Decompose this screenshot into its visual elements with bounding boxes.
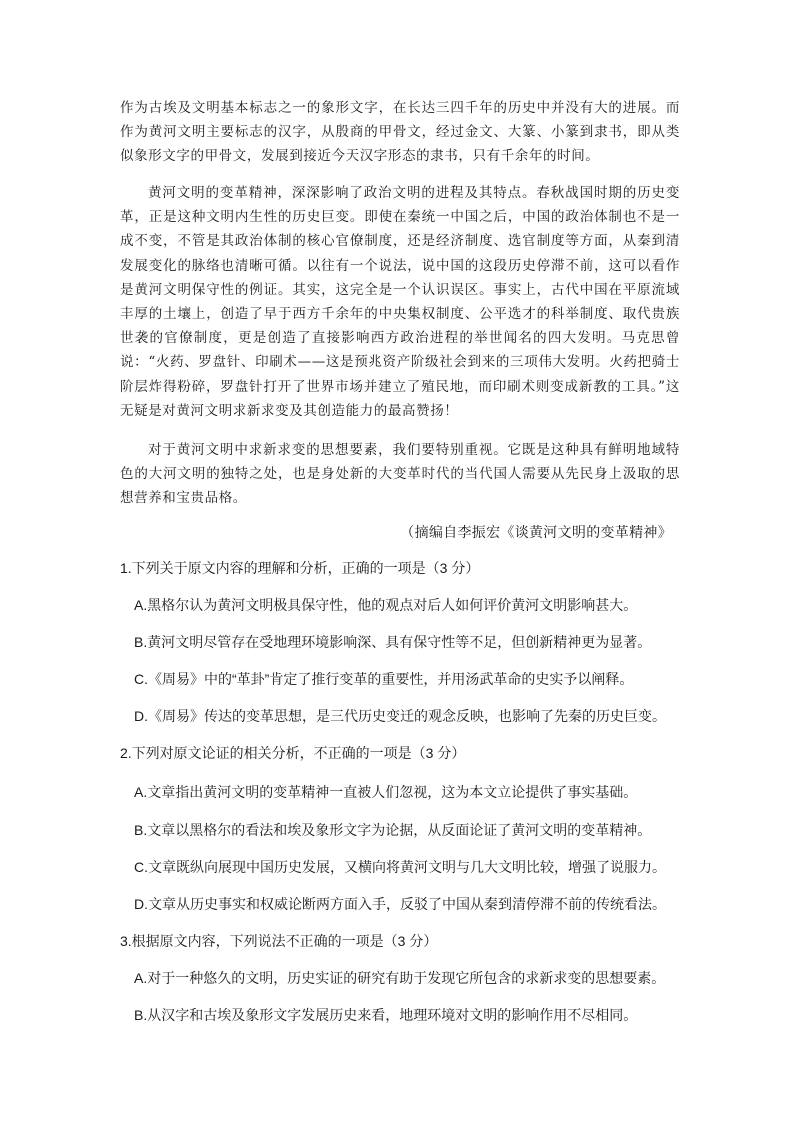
question-2-option-d: D.文章从历史事实和权威论断两方面入手，反驳了中国从秦到清停滞不前的传统看法。 [134,896,666,912]
question-3-option-b: B.从汉字和古埃及象形文字发展历史来看，地理环境对文明的影响作用不尽相同。 [134,1007,638,1023]
question-2-option-c: C.文章既纵向展现中国历史发展，又横向将黄河文明与几大文明比较，增强了说服力。 [134,859,666,875]
question-2-option-b: B.文章以黑格尔的看法和埃及象形文字为论据，从反面论证了黄河文明的变革精神。 [134,822,652,838]
question-1-option-a: A.黑格尔认为黄河文明极具保守性，他的观点对后人如何评价黄河文明影响甚大。 [134,597,638,613]
passage-paragraph-1: 作为古埃及文明基本标志之一的象形文字，在长达三四千年的历史中并没有大的进展。而作为黄河文明主要标志的汉字，从殷商的甲骨文，经过金文、大篆、小篆到隶书，即从类似象形文字的甲骨文，发展到接近今天汉字形态的隶书，只有千余年的时间。 [120,100,680,165]
passage-source: （摘编自李振宏《谈黄河文明的变革精神》 [400,524,672,540]
question-2-option-a: A.文章指出黄河文明的变革精神一直被人们忽视，这为本文立论提供了事实基础。 [134,784,638,800]
question-1-option-b: B.黄河文明尽管存在受地理环境影响深、具有保守性等不足，但创新精神更为显著。 [134,634,652,650]
question-1-option-c: C.《周易》中的“革卦”肯定了推行变革的重要性，并用汤武革命的史实予以阐释。 [134,671,634,687]
question-1-option-d: D.《周易》传达的变革思想，是三代历史变迁的观念反映，也影响了先秦的历史巨变。 [134,708,666,724]
question-3-stem: 3.根据原文内容，下列说法不正确的一项是（3 分） [120,933,438,949]
passage-paragraph-3: 对于黄河文明中求新求变的思想要素，我们要特别重视。它既是这种具有鲜明地域特色的大河文明的独特之处，也是身处新的大变革时代的当代国人需要从先民身上汲取的思想营养和宝贵品格。 [120,442,680,507]
passage-paragraph-2: 黄河文明的变革精神，深深影响了政治文明的进程及其特点。春秋战国时期的历史变革，正是这种文明内生性的历史巨变。即使在秦统一中国之后，中国的政治体制也不是一成不变，不管是其政治体制的核心官僚制度，还是经济制度、选官制度等方面，从秦到清发展变化的脉络也清晰可循。以往有一个说法，说中国的这段历史停滞不前，这可以看作是黄河文明保守性的例证。其实，这完全是一个认识误区。事实上，古代中国在平原流域丰厚的土壤上，创造了早于西方千余年的中央集权制度、公平选才的科举制度、取代贵族世袭的官僚制度，更是创造了直接影响西方政治进程的举世闻名的四大发明。马克思曾说：“火药、罗盘针、印刷术——这是预兆资产阶级社会到来的三项伟大发明。火药把骑士阶层炸得粉碎，罗盘针打开了世界市场并建立了殖民地，而印刷术则变成新教的工具。”这无疑是对黄河文明求新求变及其创造能力的最高赞扬！ [120,185,680,419]
question-3-option-a: A.对于一种悠久的文明，历史实证的研究有助于发现它所包含的求新求变的思想要素。 [134,970,666,986]
question-2-stem: 2.下列对原文论证的相关分析，不正确的一项是（3 分） [120,745,466,761]
question-1-stem: 1.下列关于原文内容的理解和分析，正确的一项是（3 分） [120,560,480,576]
